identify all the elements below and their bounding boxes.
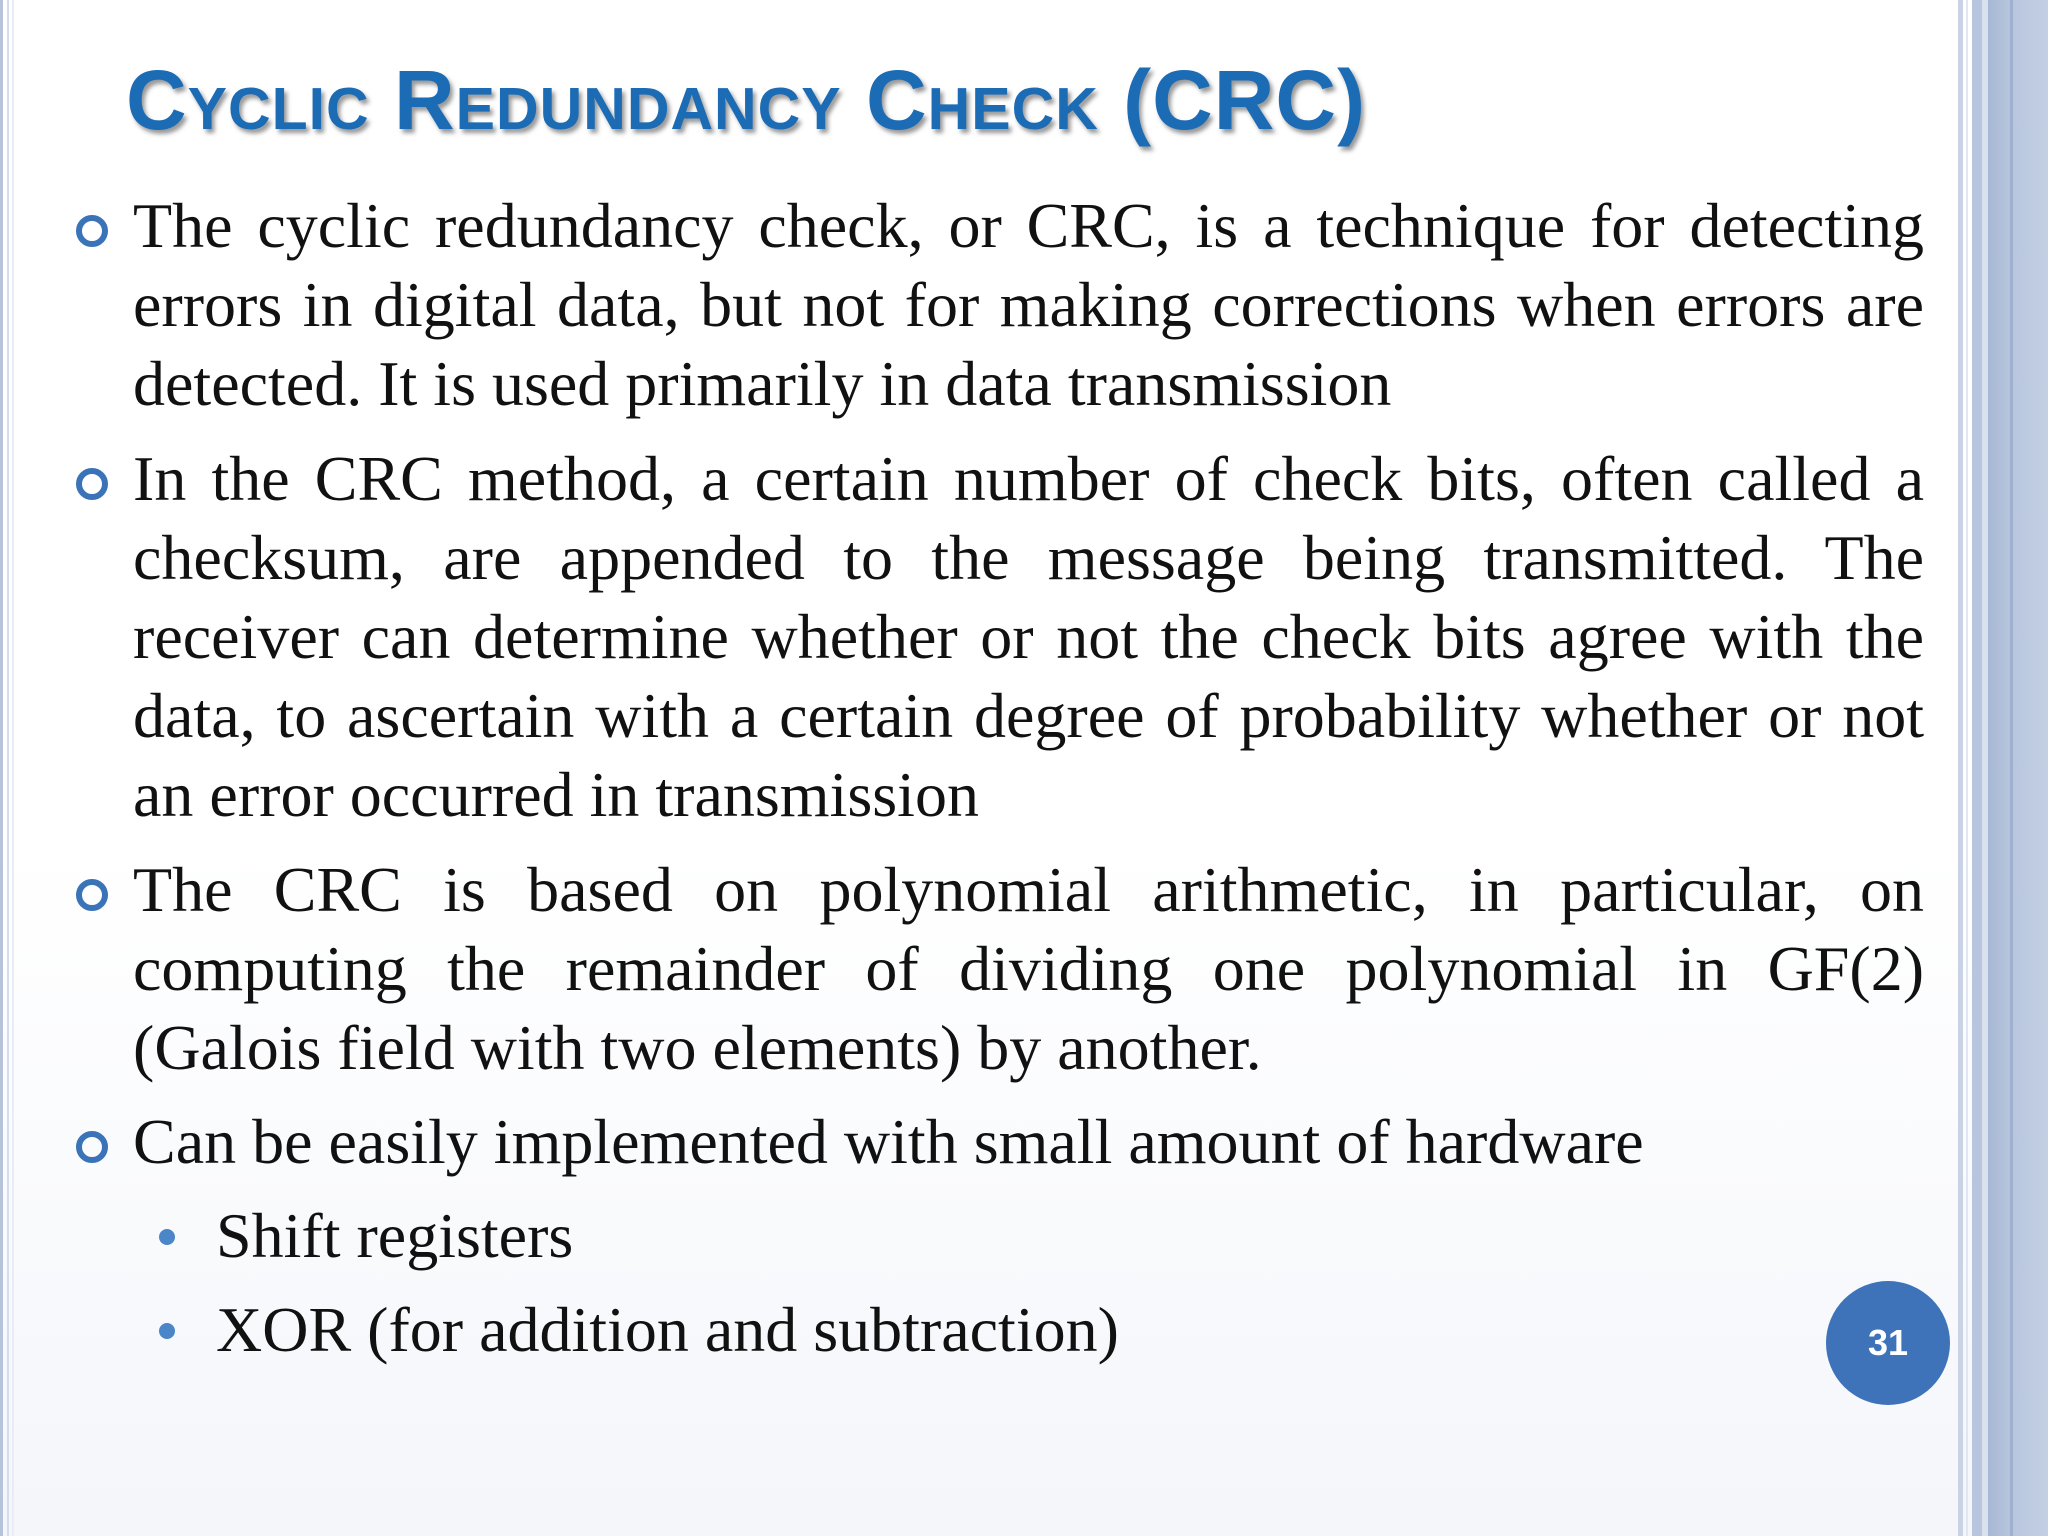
bullet-item (133, 439, 1924, 834)
page-number-badge: 31 (1826, 1281, 1950, 1405)
sub-bullet-item (216, 1290, 1816, 1369)
right-border-stripe (2010, 0, 2013, 1536)
right-border-stripe (1958, 0, 1963, 1536)
right-border-stripe (1988, 0, 2048, 1536)
bullet-text: In the CRC method, a certain number of check bits, often called a checksum, are appended to the message being transmitted. The receiver can determine whether or not the check bits agree with the data, to ascertain with a certain degree of probability whether or not an error occurred in transmission (133, 443, 1924, 830)
bullet-item (133, 1102, 1924, 1181)
bullet-text: The cyclic redundancy check, or CRC, is a technique for detecting errors in digital data, but not for making corrections when errors are detected. It is used primarily in data transmission (133, 190, 1924, 419)
left-border-stripe (12, 0, 14, 1536)
sub-bullet-item (216, 1196, 1816, 1275)
bullet-text: The CRC is based on polynomial arithmetic, in particular, on computing the remainder of dividing one polynomial in GF(2) (Galois field with two elements) by another. (133, 854, 1924, 1083)
ring-bullet-icon (76, 1131, 108, 1163)
left-border-stripe (7, 0, 9, 1536)
slide-title: Cyclic Redundancy Check (CRC) (126, 53, 1367, 147)
left-border-stripe (0, 0, 3, 1536)
dot-bullet-icon (159, 1323, 175, 1339)
ring-bullet-icon (76, 468, 108, 500)
right-border-stripe (1972, 0, 1982, 1536)
bullet-item (133, 186, 1924, 423)
right-border-stripe (1966, 0, 1968, 1536)
sub-bullet-text: Shift registers (216, 1200, 574, 1271)
bullet-text: Can be easily implemented with small amount of hardware (133, 1106, 1644, 1177)
bullet-item (133, 850, 1924, 1087)
sub-bullet-text: XOR (for addition and subtraction) (216, 1294, 1119, 1365)
ring-bullet-icon (76, 215, 108, 247)
ring-bullet-icon (76, 879, 108, 911)
dot-bullet-icon (159, 1229, 175, 1245)
